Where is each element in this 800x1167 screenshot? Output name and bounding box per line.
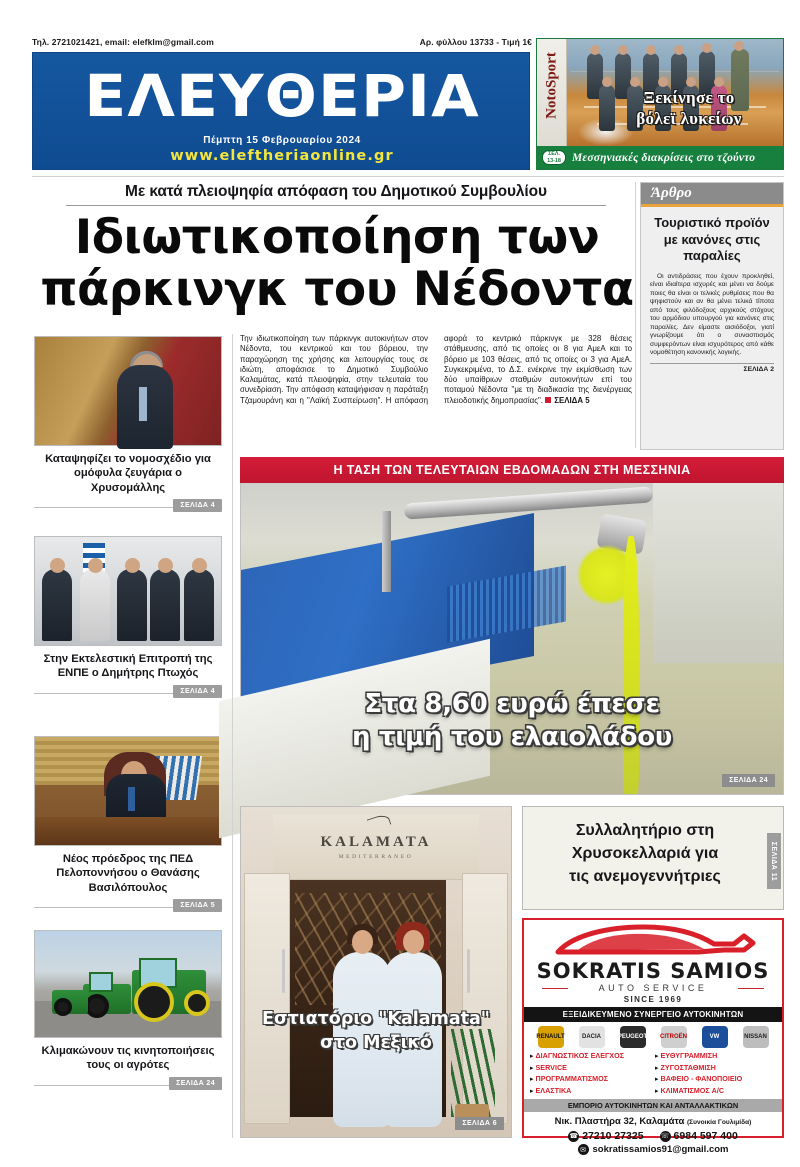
- lead-headline-line1: Ιδιωτικοποίηση των: [74, 210, 600, 265]
- teaser-footer: [34, 1077, 222, 1095]
- teaser-ptochos[interactable]: [34, 536, 222, 703]
- renault-logo-icon: RENAULT: [538, 1026, 564, 1048]
- ad-service-item: ▸ ΠΡΟΓΡΑΜΜΑΤΙΣΜΟΣ: [530, 1074, 651, 1086]
- ad-services-right: [655, 1051, 776, 1097]
- column-divider-left: [232, 334, 233, 1138]
- phone-icon: ☎: [568, 1131, 579, 1142]
- lead-page-ref[interactable]: ΣΕΛΙΔΑ 5: [554, 395, 590, 405]
- volleyball-team-photo: [567, 39, 783, 147]
- ad-service-item: ▸ ΒΑΦΕΙΟ - ΦΑΝΟΠΟΙΕΙΟ: [655, 1074, 776, 1086]
- lead-article-body: [240, 334, 632, 446]
- wind-teaser-line3: τις ανεμογεννήτριες: [569, 868, 721, 885]
- olive-oil-feature[interactable]: [240, 457, 784, 795]
- kicker-divider: [66, 205, 606, 206]
- car-silhouette-icon: [524, 920, 782, 960]
- teaser-chrysomallis[interactable]: [34, 336, 222, 517]
- notosport-label: NotoSport: [543, 52, 560, 119]
- teaser-page-tag[interactable]: ΣΕΛΙΔΑ 4: [173, 499, 222, 512]
- envelope-icon: ✉: [578, 1144, 589, 1155]
- restaurant-sign: [273, 814, 478, 880]
- tractor-convoy-photo: [34, 930, 222, 1038]
- kalamata-page-tag[interactable]: ΣΕΛΙΔΑ 6: [455, 1117, 504, 1130]
- citroen-logo-icon: CITROËN: [661, 1026, 687, 1048]
- logo-text: ΕΛΕΥΘΕΡΙΑ: [84, 62, 480, 130]
- ad-email[interactable]: [524, 1142, 782, 1155]
- masthead: [32, 52, 530, 170]
- parliament-photo: [34, 336, 222, 446]
- ad-service-item: ▸ SERVICE: [530, 1063, 651, 1075]
- teaser-page-tag[interactable]: ΣΕΛΙΔΑ 5: [173, 899, 222, 912]
- issue-info: Αρ. φύλλου 13733 - Τιμή 1€: [419, 37, 532, 47]
- ad-trade-bar: ΕΜΠΟΡΙΟ ΑΥΤΟΚΙΝΗΤΩΝ ΚΑΙ ΑΝΤΑΛΛΑΚΤΙΚΩΝ: [524, 1099, 782, 1112]
- website-url[interactable]: www.eleftheriaonline.gr: [170, 148, 394, 164]
- peugeot-logo-icon: PEUGEOT: [620, 1026, 646, 1048]
- ad-address: [524, 1112, 782, 1128]
- opinion-body: Οι αντιδράσεις που έχουν προκληθεί, είναι ιδιαίτερα ισχυρές και μένει να δούμε ποιες θα είναι οι τελικές ρυθμίσεις που θα ψηφιστούν και αν θα μένει τελικά τίποτα από τους φιλόδοξους αρχικούς στόχους του αρμόδιου υπουργού για κανόνες στις παραλίες. Δεν είμαστε αισιόδοξοι, γιατί γνωρίζουμε ότι ο συνασπισμός συμφερόντων είναι ισχυρότερος από κάθε νομοθέτηση κανονικής λογικής.: [650, 272, 774, 356]
- wind-teaser-line1: Συλλαλητήριο στη: [575, 822, 715, 839]
- olive-branch-icon: [366, 813, 391, 831]
- ad-service-item: ▸ ΕΛΑΣΤΙΚΑ: [530, 1086, 651, 1098]
- ad-service-item: ▸ ΚΛΙΜΑΤΙΣΜΟΣ A/C: [655, 1086, 776, 1098]
- teaser-caption: Καταψηφίζει το νομοσχέδιο για ομόφυλα ζευγάρια ο Χρυσομάλλης: [45, 453, 211, 494]
- olive-oil-press-photo: [240, 483, 784, 795]
- ad-services-left: [530, 1051, 651, 1097]
- ad-email-address: sokratissamios91@gmail.com: [592, 1144, 729, 1156]
- notosport-headline-line2: βόλεϊ λυκείων: [636, 109, 742, 128]
- notosport-banner[interactable]: [536, 38, 784, 170]
- wind-teaser-page-text: ΣΕΛΙΔΑ 11: [770, 841, 778, 881]
- ad-address-note: (Συνοικία Γουλιμίδα): [686, 1119, 752, 1127]
- contact-info: Τηλ. 2721021421, email: elefklm@gmail.com: [32, 37, 214, 47]
- wind-teaser-line2: Χρυσοκελλαριά για: [571, 845, 719, 862]
- lead-kicker: Με κατά πλειοψηφία απόφαση του Δημοτικού Συμβουλίου: [125, 183, 547, 200]
- ad-landline-number: 27210 27325: [582, 1130, 644, 1143]
- feature-page-tag-wrap: [722, 769, 775, 787]
- restaurant-sign-brand: KALAMATA: [320, 834, 432, 851]
- feature-banner-text: Η ΤΑΣΗ ΤΩΝ ΤΕΛΕΥΤΑΙΩΝ ΕΒΔΟΜΑΔΩΝ ΣΤΗ ΜΕΣΣΗΝΙΑ: [333, 463, 691, 477]
- notosport-headline-line1: Ξεκίνησε το: [643, 88, 735, 107]
- ad-service-item: ▸ ΔΙΑΓΝΩΣΤΙΚΟΣ ΕΛΕΓΧΟΣ: [530, 1051, 651, 1063]
- nissan-logo-icon: NISSAN: [743, 1026, 769, 1048]
- feature-banner: [240, 457, 784, 483]
- badge-line1: ΣΕΛ.: [548, 150, 560, 157]
- feature-overlay-text: [241, 688, 783, 754]
- ad-specialty-bar: ΕΞΕΙΔΙΚΕΥΜΕΝΟ ΣΥΝΕΡΓΕΙΟ ΑΥΤΟΚΙΝΗΤΩΝ: [524, 1007, 782, 1022]
- ad-landline[interactable]: [568, 1130, 643, 1142]
- restaurant-sign-sub: MEDITERRANEO: [338, 853, 414, 860]
- notosport-strip-text: Μεσσηνιακές διακρίσεις στο τζούντο: [572, 151, 756, 164]
- lead-article-text: Την ιδιωτικοποίηση των πάρκινγκ αυτοκινήτων στον Νέδοντα, του κεντρικού και του βόρειου, την παραχώρηση της χρήσης και λειτουργίας τους σε ιδιώτη, αποφάσισε το Δημοτικό Συμβούλιο Καλαμάτας, κατά πλειοψηφία, στην τελευταία του συνεδρίαση. Την απόφαση καταψήφισαν η παράταξη Τζαμουράνη και η "Λαϊκή Συσπείρωση". Η απόφαση αφορά το κεντρικό πάρκινγκ με 328 θέσεις στάθμευσης, από τις οποίες οι 8 για ΑμεΑ και το βόρειο με 103 θέσεις, από τις οποίες οι 3 για ΑμεΑ. Συγκεκριμένα, το Δ.Σ. ενέκρινε την εκμίσθωση των δύο υπαίθριων σταθμών αυτοκινήτων επί του ποταμού Νέδοντα "με τη διαδικασία της διενέργειας πλειοδοτικής δημοπρασίας".: [240, 334, 632, 405]
- teaser-caption: Στην Εκτελεστική Επιτροπή της ΕΝΠΕ ο Δημήτρης Πτωχός: [43, 653, 213, 680]
- kalamata-page-tag-wrap: [455, 1112, 504, 1130]
- notosport-strip[interactable]: [537, 146, 783, 169]
- kalamata-caption: [241, 1007, 511, 1055]
- ad-service-item: ▸ ΕΥΘΥΓΡΑΜΜΙΣΗ: [655, 1051, 776, 1063]
- ad-services: [524, 1050, 782, 1097]
- teaser-caption: Νέος πρόεδρος της ΠΕΔ Πελοποννήσου ο Θανάσης Βασιλόπουλος: [56, 853, 200, 894]
- volkswagen-logo-icon: VW: [702, 1026, 728, 1048]
- feature-page-tag[interactable]: ΣΕΛΙΔΑ 24: [722, 774, 775, 787]
- badge-line2: 13-18: [547, 157, 561, 164]
- wind-teaser-text: [523, 807, 783, 888]
- ad-service-item: ▸ ΖΥΓΟΣΤΑΘΜΙΣΗ: [655, 1063, 776, 1075]
- ad-brand-name: SOKRATIS SAMIOS: [536, 959, 770, 983]
- teaser-footer: [34, 685, 222, 703]
- lead-headline-line2: πάρκινγκ του Νέδοντα: [40, 262, 634, 317]
- wind-turbine-teaser[interactable]: [522, 806, 784, 910]
- feature-overlay-line2: η τιμή του ελαιολάδου: [351, 722, 673, 752]
- page-ref-square-icon: [545, 397, 551, 403]
- ad-address-street: Νικ. Πλαστήρα 32, Καλαμάτα: [554, 1116, 685, 1128]
- teaser-footer: [34, 499, 222, 517]
- ad-subtitle: AUTO SERVICE: [524, 983, 782, 993]
- lead-headline: [36, 212, 638, 316]
- wind-teaser-page-tag[interactable]: [767, 833, 781, 889]
- ad-brand-logos: [524, 1022, 782, 1050]
- opinion-column: [640, 182, 784, 450]
- group-photo: [34, 536, 222, 646]
- feature-overlay-line1: Στα 8,60 ευρώ έπεσε: [364, 689, 660, 719]
- door-panel-left: [244, 873, 290, 1124]
- opinion-section-label: Άρθρο: [651, 185, 692, 201]
- kalamata-caption-line1: Εστιατόριο "Kalamata": [262, 1009, 490, 1029]
- dacia-logo-icon: DACIA: [579, 1026, 605, 1048]
- publication-date: Πέμπτη 15 Φεβρουαρίου 2024: [203, 135, 361, 146]
- ad-mobile[interactable]: [660, 1130, 738, 1142]
- office-portrait-photo: [34, 736, 222, 846]
- teaser-caption: Κλιμακώνουν τις κινητοποιήσεις τους οι αγρότες: [41, 1045, 215, 1072]
- opinion-title: Τουριστικό προϊόν με κανόνες στις παραλίες: [654, 215, 770, 263]
- ad-mobile-number: 6984 597 400: [673, 1130, 738, 1143]
- kalamata-restaurant-photo-block[interactable]: [240, 806, 512, 1138]
- header-divider: [32, 176, 784, 177]
- ad-phones: [524, 1128, 782, 1142]
- teaser-page-tag[interactable]: ΣΕΛΙΔΑ 4: [173, 685, 222, 698]
- sokratis-samios-advertisement[interactable]: [522, 918, 784, 1156]
- opinion-column-header: [641, 183, 783, 207]
- teaser-vasilopoulos[interactable]: [34, 736, 222, 917]
- teaser-page-tag[interactable]: ΣΕΛΙΔΑ 24: [169, 1077, 222, 1090]
- opinion-page-ref[interactable]: ΣΕΛΙΔΑ 2: [743, 365, 774, 373]
- kalamata-caption-line2: στο Μεξικό: [320, 1033, 432, 1053]
- page-badge-icon: [542, 150, 566, 165]
- mobile-icon: ☏: [660, 1131, 671, 1142]
- newspaper-logo: [33, 59, 531, 133]
- teaser-footer: [34, 899, 222, 917]
- column-divider-right: [635, 182, 636, 448]
- teaser-farmers[interactable]: [34, 930, 222, 1095]
- notosport-headline: [597, 87, 781, 129]
- notosport-rail: [537, 39, 567, 147]
- ad-since: SINCE 1969: [623, 995, 683, 1004]
